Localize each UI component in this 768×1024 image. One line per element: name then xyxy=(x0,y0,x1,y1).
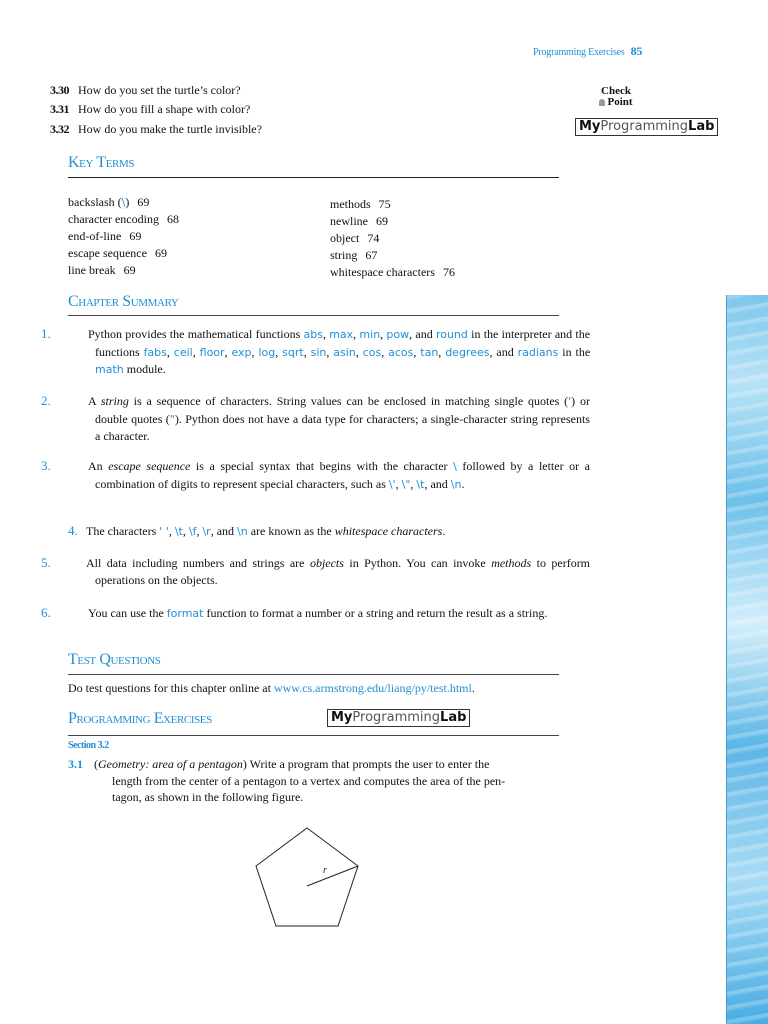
chapter-summary-heading: Chapter Summary xyxy=(68,293,179,310)
key-terms-left xyxy=(68,194,179,279)
checkpoint-badge xyxy=(586,86,646,108)
key-term: character encoding 68 xyxy=(68,212,179,226)
running-head xyxy=(533,44,642,59)
radius-line xyxy=(307,866,358,886)
page-number: 85 xyxy=(630,44,643,58)
myprogramminglab-logo[interactable]: MyProgrammingLab xyxy=(327,709,470,727)
exercise-section-label: Section 3.2 xyxy=(68,740,109,751)
summary-item-2: 2. A string is a sequence of characters. String values can be enclosed in matching single quotes (') or double quotes ("). Python does not have a data type for characters; a single-character string represents a character. xyxy=(41,393,590,443)
key-term: line break 69 xyxy=(68,263,136,277)
test-questions-heading: Test Questions xyxy=(68,651,161,668)
question-number: 3.31 xyxy=(50,102,69,116)
test-questions-text: Do test questions for this chapter online at www.cs.armstrong.edu/liang/py/test.html. xyxy=(68,681,475,695)
question-number: 3.30 xyxy=(50,83,69,97)
question-row xyxy=(50,102,250,117)
decorative-water-band xyxy=(726,295,768,1024)
pentagon-figure xyxy=(250,820,365,938)
programming-exercises-rule xyxy=(68,735,559,736)
summary-item-3: 3. An escape sequence is a special syntax that begins with the character \ followed by a letter or a combination of digits to represent special characters, such as \', \", \t, and \n. xyxy=(41,458,590,491)
key-term: methods 75 xyxy=(330,197,391,211)
running-head-title: Programming Exercises xyxy=(533,47,625,58)
question-text: How do you fill a shape with color? xyxy=(78,102,251,116)
key-terms-heading: Key Terms xyxy=(68,154,135,171)
question-text: How do you make the turtle invisible? xyxy=(78,122,262,136)
summary-item-5: 5. All data including numbers and strings are objects in Python. You can invoke methods to perform operations on the objects. xyxy=(41,555,591,587)
key-terms-rule xyxy=(68,177,559,178)
key-term: whitespace characters 76 xyxy=(330,265,455,279)
key-term: string 67 xyxy=(330,248,378,262)
key-term: newline 69 xyxy=(330,214,388,228)
question-text: How do you set the turtle’s color? xyxy=(78,83,241,97)
key-term: escape sequence 69 xyxy=(68,246,167,260)
test-questions-link[interactable]: www.cs.armstrong.edu/liang/py/test.html xyxy=(273,681,472,695)
exercise-3-1: 3.1 (Geometry: area of a pentagon) Write a program that prompts the user to enter the length from the center of a pentagon to a vertex and computes the area of the pen- tagon, as shown in the following figure. xyxy=(68,757,506,804)
key-terms-right xyxy=(330,196,455,281)
key-term: end-of-line 69 xyxy=(68,229,142,243)
checkpoint-line2: Point xyxy=(607,96,633,108)
programming-exercises-heading: Programming Exercises xyxy=(68,710,212,727)
test-questions-rule xyxy=(68,674,559,675)
chapter-summary-rule xyxy=(68,315,559,316)
radius-label: r xyxy=(323,865,327,876)
question-number: 3.32 xyxy=(50,122,69,136)
key-term: backslash (\) 69 xyxy=(68,195,150,209)
pentagon-shape xyxy=(256,828,358,926)
key-term: object 74 xyxy=(330,231,380,245)
myprogramminglab-logo[interactable] xyxy=(575,118,718,136)
mpl-programming: Programming xyxy=(600,119,689,134)
question-row xyxy=(50,83,241,98)
checkpoint-line1: Check xyxy=(601,85,631,97)
summary-item-4: 4. The characters ' ', \t, \f, \r, and \n are known as the whitespace characters. xyxy=(68,523,446,538)
checkpoint-icon xyxy=(599,99,605,106)
mpl-lab: Lab xyxy=(688,119,715,134)
mpl-my: My xyxy=(579,119,601,134)
summary-item-1: 1. Python provides the mathematical functions abs, max, min, pow, and round in the interpreter and the functions fabs, ceil, floor, exp, log, sqrt, sin, asin, cos, acos, tan, degrees, and radians in the math module. xyxy=(41,326,591,376)
question-row xyxy=(50,122,262,137)
summary-item-6: 6. You can use the format function to format a number or a string and return the result as a string. xyxy=(41,605,548,620)
